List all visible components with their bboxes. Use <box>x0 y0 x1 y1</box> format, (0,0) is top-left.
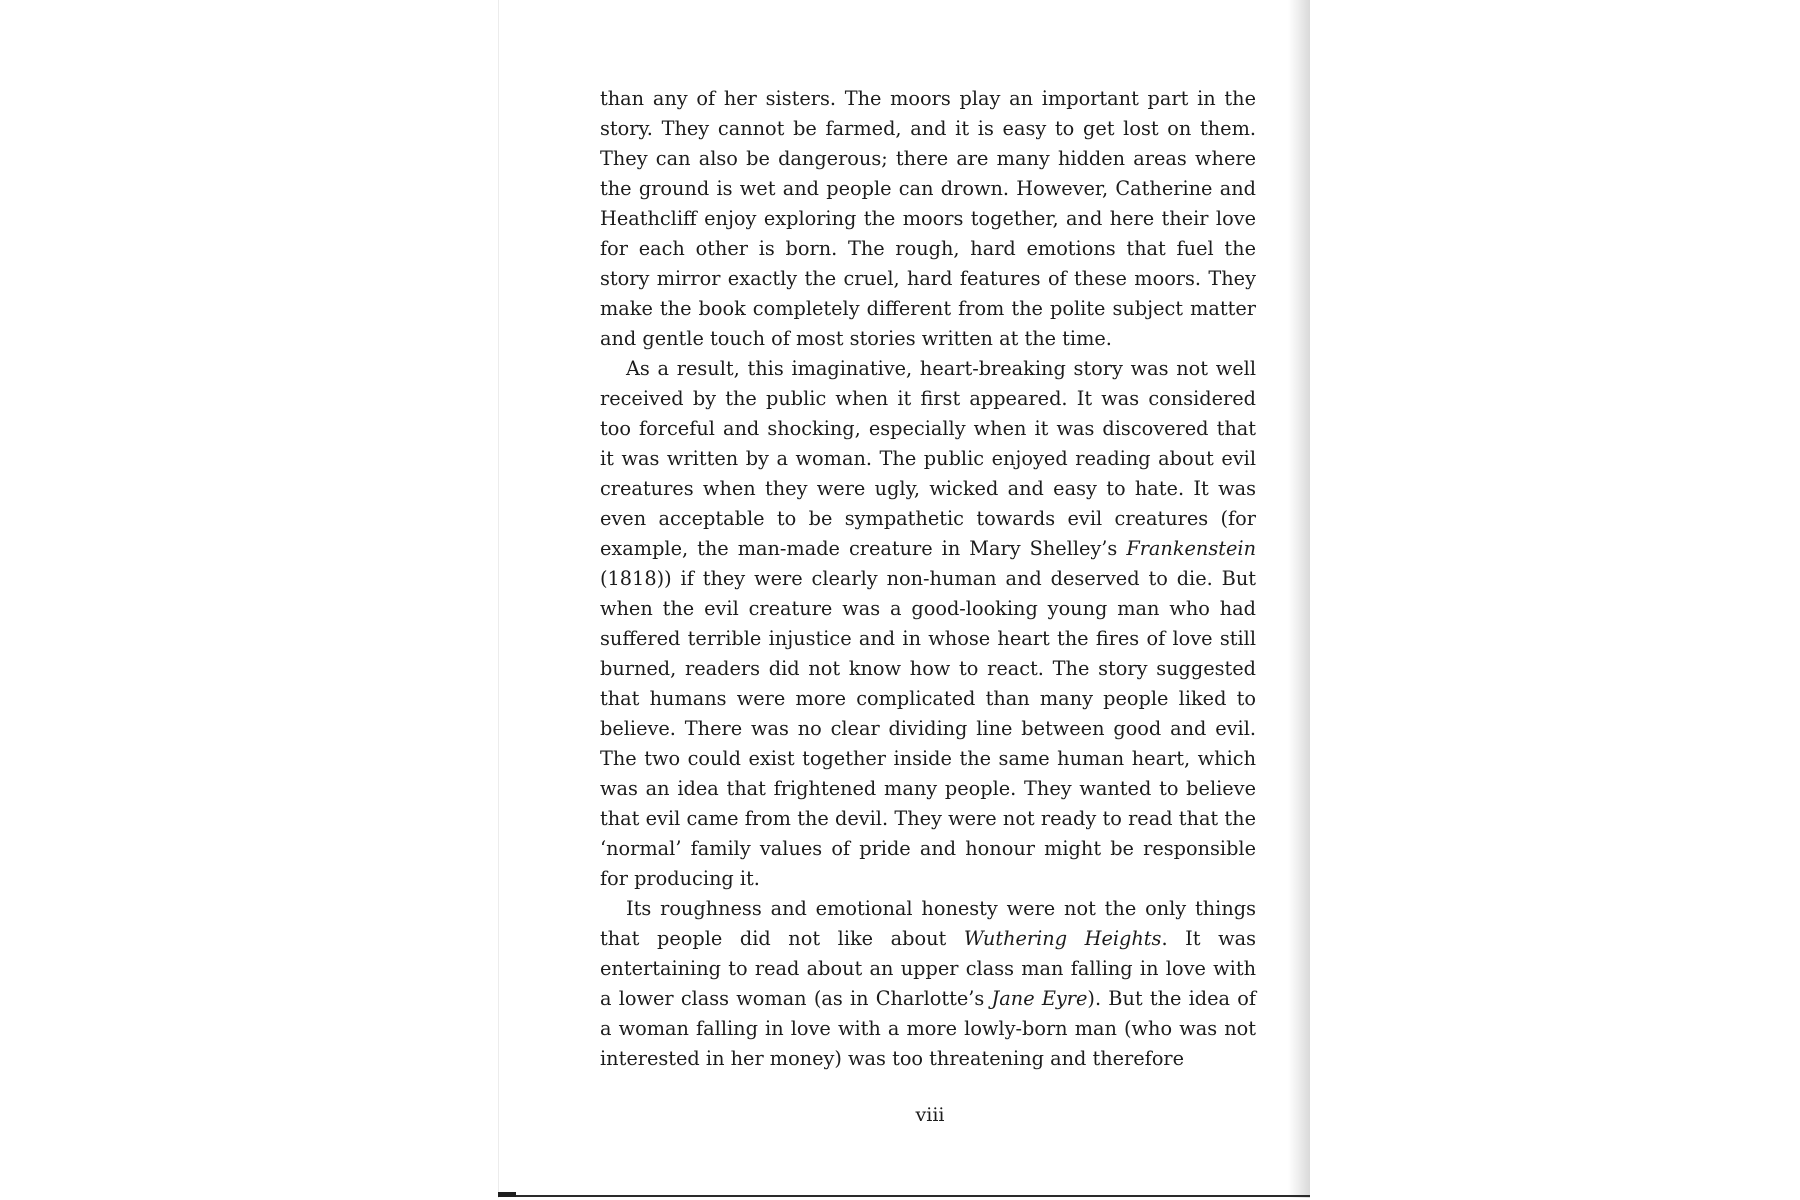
paragraph-2-text-a: As a result, this imaginative, heart-breaking story was not well received by the public when it first appeared. It was considered too forceful and shocking, especially when it was discovered that it was written by a woman. The public enjoyed reading about evil creatures when they were ugly, wicked and easy to hate. It was even acceptable to be sympathetic towards evil creatures (for example, the man-made creature in Mary Shelley’s <box>600 357 1256 560</box>
page-bottom-edge <box>498 1195 1310 1197</box>
paragraph-3 <box>600 894 1256 1074</box>
page-gutter-shadow <box>1288 0 1310 1198</box>
paragraph-2-text-b: (1818)) if they were clearly non-human and deserved to die. But when the evil creature was a good-looking young man who had suffered terrible injustice and in whose heart the fires of love still burned, readers did not know how to react. The story suggested that humans were more complicated than many people liked to believe. There was no clear dividing line between good and evil. The two could exist together inside the same human heart, which was an idea that frightened many people. They wanted to believe that evil came from the devil. They were not ready to read that the ‘normal’ family values of pride and honour might be responsible for producing it. <box>600 567 1256 890</box>
paragraph-3-text-b: . It was entertaining to read about an upper class man falling in love with a lower class woman (as in Charlotte’s <box>600 927 1256 1010</box>
paragraph-3-text-a: Its roughness and emotional honesty were not the only things that people did not like about <box>600 897 1256 950</box>
paragraph-2 <box>600 354 1256 894</box>
body-text <box>600 84 1256 1074</box>
page-number: viii <box>915 1104 945 1126</box>
book-title-frankenstein: Frankenstein <box>1126 537 1256 560</box>
page-bottom-corner <box>498 1192 516 1197</box>
book-title-wuthering-heights: Wuthering Heights <box>963 927 1162 950</box>
paragraph-1: than any of her sisters. The moors play an important part in the story. They cannot be farmed, and it is easy to get lost on them. They can also be dangerous; there are many hidden areas where the ground is wet and people can drown. However, Catherine and Heathcliff enjoy exploring the moors together, and here their love for each other is born. The rough, hard emotions that fuel the story mirror exactly the cruel, hard features of these moors. They make the book completely different from the polite subject matter and gentle touch of most stories written at the time. <box>600 87 1256 350</box>
paragraph-3-text-c: ). But the idea of a woman falling in love with a more lowly-born man (who was not interested in her money) was too threatening and therefore <box>600 987 1256 1070</box>
book-title-jane-eyre: Jane Eyre <box>991 987 1088 1010</box>
